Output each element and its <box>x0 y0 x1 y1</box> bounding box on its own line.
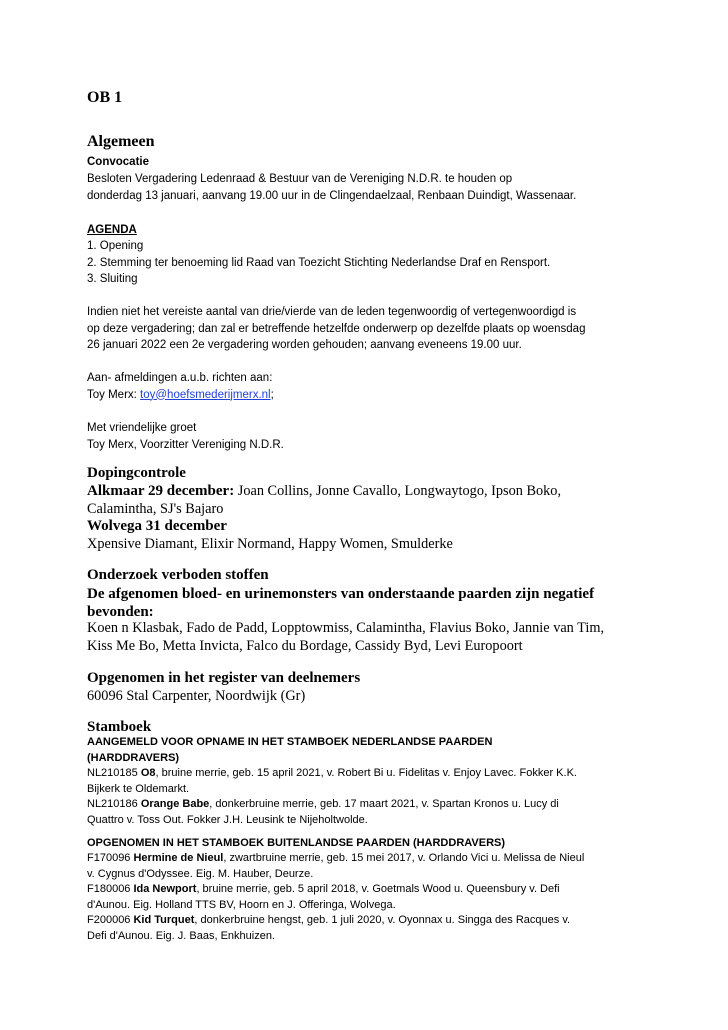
aangemeld-heading-line: (HARDDRAVERS) <box>87 751 180 764</box>
convocatie-line: donderdag 13 januari, aanvang 19.00 uur in de Clingendaelzaal, Renbaan Duindigt, Wassenaar. <box>87 189 577 202</box>
contact-suffix: ; <box>270 388 274 401</box>
aangemeld-heading <box>87 735 492 766</box>
horse-line: Kiss Me Bo, Metta Invicta, Falco du Bordage, Cassidy Byd, Levi Europoort <box>87 637 523 654</box>
quorum-notice <box>87 304 585 354</box>
stamboek-entry <box>87 882 584 898</box>
doping-entry <box>87 483 561 501</box>
registration-number: F170096 <box>87 852 134 864</box>
contact-email-link[interactable]: toy@hoefsmederijmerx.nl <box>140 388 271 401</box>
doping-horses: Joan Collins, Jonne Cavallo, Longwaytogo, Ipson Boko, <box>234 483 562 499</box>
aangemeld-heading-line: AANGEMELD VOOR OPNAME IN HET STAMBOEK NEDERLANDSE PAARDEN <box>87 736 493 748</box>
doping-horses-cont: Calamintha, SJ's Bajaro <box>87 500 224 517</box>
section-heading-onderzoek: Onderzoek verboden stoffen <box>87 567 269 583</box>
agenda-item: 1. Opening <box>87 240 144 252</box>
doping-list <box>87 483 561 553</box>
convocatie-heading: Convocatie <box>87 156 149 168</box>
contact-line <box>87 387 274 404</box>
doping-location-date: Alkmaar 29 december: <box>87 483 235 499</box>
horse-details: , bruine merrie, geb. 5 april 2018, v. Goetmals Wood u. Queensbury v. Defi <box>196 883 560 895</box>
horse-details: , donkerbruine merrie, geb. 17 maart 2021, v. Spartan Kronos u. Lucy di <box>209 798 559 810</box>
stamboek-entry <box>87 913 584 929</box>
convocatie-text <box>87 171 576 204</box>
registration-number: NL210185 <box>87 767 141 779</box>
horse-details-cont: Defi d'Aunou. Eig. J. Baas, Enkhuizen. <box>87 929 275 942</box>
horse-details-cont: Bijkerk te Oldemarkt. <box>87 782 190 795</box>
horse-name: O8 <box>140 767 156 779</box>
signoff-block <box>87 420 284 453</box>
agenda-heading: AGENDA <box>87 224 137 236</box>
registration-number: NL210186 <box>87 798 141 810</box>
contact-block <box>87 370 274 403</box>
agenda-item: 3. Sluiting <box>87 273 138 285</box>
horse-details-cont: Quattro v. Toss Out. Fokker J.H. Leusink te Nijeholtwolde. <box>87 813 368 826</box>
section-heading-stamboek: Stamboek <box>87 719 152 735</box>
aanmelding-line: Aan- afmeldingen a.u.b. richten aan: <box>87 372 273 384</box>
agenda-item: 2. Stemming ter benoeming lid Raad van Toezicht Stichting Nederlandse Draf en Rensport. <box>87 256 551 269</box>
registration-number: F180006 <box>87 883 134 895</box>
horse-details: , zwartbruine merrie, geb. 15 mei 2017, v. Orlando Vici u. Melissa de Nieul <box>223 852 585 864</box>
registration-number: F200006 <box>87 914 134 926</box>
onderzoek-horse-list <box>87 620 604 655</box>
doping-location-date: Wolvega 31 december <box>87 518 227 534</box>
stamboek-entry <box>87 797 577 813</box>
notice-line: op deze vergadering; dan zal er betreffende hetzelfde onderwerp op dezelfde plaats op woensdag <box>87 322 586 335</box>
signature: Toy Merx, Voorzitter Vereniging N.D.R. <box>87 438 284 451</box>
greeting: Met vriendelijke groet <box>87 422 197 434</box>
notice-line: 26 januari 2022 een 2e vergadering worden gehouden; aanvang eveneens 19.00 uur. <box>87 339 522 351</box>
horse-name: Kid Turquet <box>133 914 195 926</box>
horse-name: Orange Babe <box>140 798 210 810</box>
horse-line: Koen n Klasbak, Fado de Padd, Lopptowmiss, Calamintha, Flavius Boko, Jannie van Tim, <box>87 620 605 636</box>
horse-name: Ida Newport <box>133 883 197 895</box>
stamboek-entry <box>87 766 577 782</box>
onderzoek-subheading-line: De afgenomen bloed- en urinemonsters van onderstaande paarden zijn negatief <box>87 586 595 602</box>
contact-prefix: Toy Merx: <box>87 388 141 401</box>
opgenomen-list <box>87 851 584 944</box>
opgenomen-heading: OPGENOMEN IN HET STAMBOEK BUITENLANDSE PAARDEN (HARDDRAVERS) <box>87 837 506 849</box>
agenda-list <box>87 238 550 288</box>
stamboek-entry <box>87 851 584 867</box>
horse-name: Hermine de Nieul <box>133 852 224 864</box>
horse-details: , donkerbruine hengst, geb. 1 juli 2020, v. Oyonnax u. Singga des Racques v. <box>194 914 571 926</box>
horse-details: , bruine merrie, geb. 15 april 2021, v. Robert Bi u. Fidelitas v. Enjoy Lavec. Fokker K.K. <box>155 767 577 779</box>
aangemeld-list <box>87 766 577 828</box>
horse-details-cont: v. Cygnus d'Odyssee. Eig. M. Hauber, Deurze. <box>87 867 314 880</box>
convocatie-line: Besloten Vergadering Ledenraad & Bestuur van de Vereniging N.D.R. te houden op <box>87 173 513 185</box>
doping-horses: Xpensive Diamant, Elixir Normand, Happy Women, Smulderke <box>87 535 453 552</box>
register-entry: 60096 Stal Carpenter, Noordwijk (Gr) <box>87 688 306 704</box>
section-heading-dopingcontrole: Dopingcontrole <box>87 465 186 481</box>
page-title: OB 1 <box>87 89 123 106</box>
section-heading-algemeen: Algemeen <box>87 133 155 150</box>
section-heading-register: Opgenomen in het register van deelnemers <box>87 670 361 686</box>
horse-details-cont: d'Aunou. Eig. Holland TTS BV, Hoorn en J. Offeringa, Wolvega. <box>87 898 396 911</box>
notice-line: Indien niet het vereiste aantal van drie/vierde van de leden tegenwoordig of vertegenwoordigd is <box>87 306 577 318</box>
onderzoek-subheading-line: bevonden: <box>87 604 154 620</box>
onderzoek-subheading <box>87 585 594 621</box>
